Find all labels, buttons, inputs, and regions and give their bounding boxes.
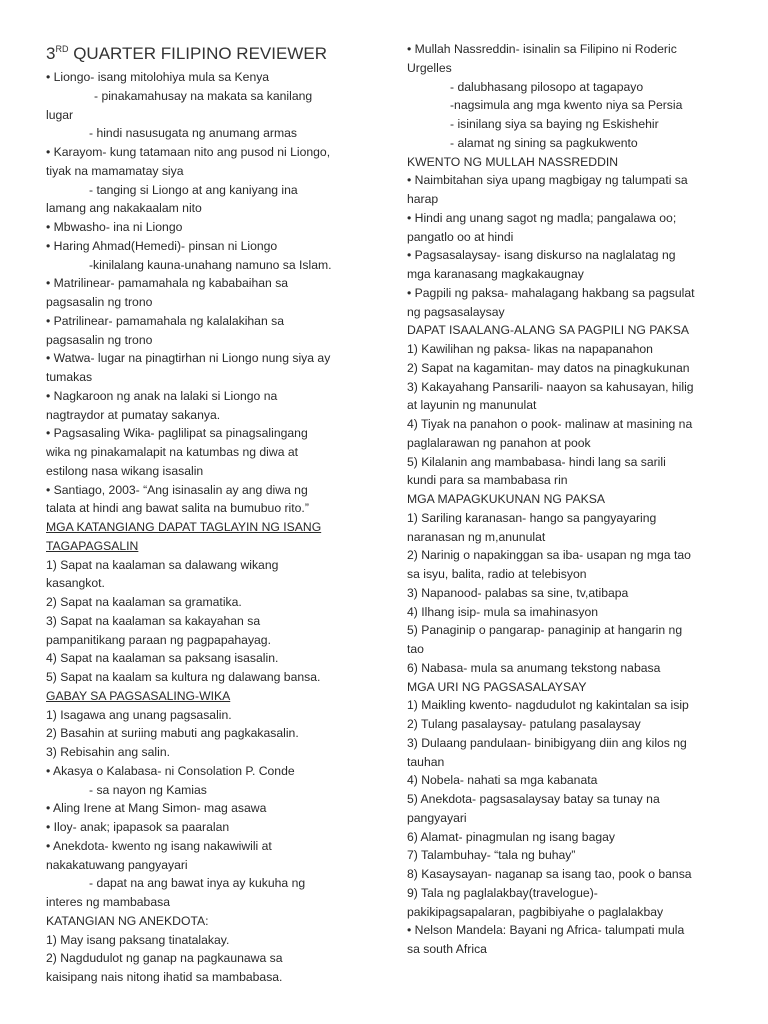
right-text-line: • Naimbitahan siya upang magbigay ng talumpati sa (407, 173, 688, 188)
left-text-line: nagtraydor at pumatay sakanya. (46, 407, 221, 422)
right-text-line: 4) Ilhang isip- mula sa imahinasyon (407, 604, 599, 619)
right-text-lines (407, 40, 725, 959)
right-text-line: 5) Anekdota- pagsasalaysay batay sa tunay na (407, 792, 660, 806)
right-text-line: • Mullah Nassreddin- isinalin sa Filipino ni Roderic (407, 42, 677, 56)
left-text-line: lamang ang nakakaalam nito (46, 201, 202, 216)
right-text-line: 2) Narinig o napakinggan sa iba- usapan ng mga tao (407, 548, 691, 563)
right-text-line: at layunin ng manunulat (407, 398, 537, 413)
left-text-line: • Liongo- isang mitolohiya mula sa Kenya (46, 70, 270, 84)
right-text-line: 3) Kakayahang Pansarili- naayon sa kahusayan, hilig (407, 379, 694, 394)
right-text-line: sa south Africa (407, 942, 487, 956)
left-text-line: • Mbwasho- ina ni Liongo (46, 220, 183, 234)
right-text-line: paglalarawan ng panahon at pook (407, 435, 591, 450)
right-text-line: 4) Tiyak na panahon o pook- malinaw at masining na (407, 417, 693, 431)
left-text-line: TAGAPAGSALIN (46, 538, 139, 553)
right-text-line: 3) Dulaang pandulaan- binibigyang diin ang kilos ng (407, 735, 687, 750)
right-text-line: Urgelles (407, 60, 452, 75)
right-text-line: - alamat ng sining sa pagkukwento (450, 135, 638, 150)
right-text-line: 1) Sariling karanasan- hango sa pangyayaring (407, 510, 657, 525)
left-text-line: • Akasya o Kalabasa- ni Consolation P. Conde (46, 763, 295, 778)
right-text-line: • Nelson Mandela: Bayani ng Africa- talumpati mula (407, 923, 685, 938)
left-text-line: wika ng pinakamalapit na katumbas ng diwa at (46, 445, 299, 459)
left-text-line: 3) Rebisahin ang salin. (46, 745, 170, 759)
left-text-line: -kinilalang kauna-unahang namuno sa Islam. (89, 257, 332, 272)
left-text-line: interes ng mambabasa (46, 895, 170, 909)
right-text-line: 2) Sapat na kagamitan- may datos na pinagkukunan (407, 360, 690, 375)
left-text-lines (46, 68, 366, 987)
left-column (46, 38, 366, 987)
left-text-line: nakakatuwang pangyayari (46, 857, 188, 872)
right-text-line: 7) Talambuhay- “tala ng buhay” (407, 848, 576, 863)
left-text-line: 2) Basahin at suriing mabuti ang pagkakasalin. (46, 726, 299, 741)
right-text-line: naranasan ng m,anunulat (407, 529, 546, 544)
right-text-line: - isinilang siya sa baying ng Eskishehir (450, 117, 659, 131)
left-text-line: MGA KATANGIANG DAPAT TAGLAYIN NG ISANG (46, 520, 322, 534)
left-text-line: 2) Nagdudulot ng ganap na pagkaunawa sa (46, 951, 283, 966)
left-text-line: 3) Sapat na kaalaman sa kakayahan sa (46, 613, 261, 628)
right-text-line: tauhan (407, 754, 445, 769)
left-text-line: 1) Isagawa ang unang pagsasalin. (46, 707, 232, 722)
left-text-line: - dapat na ang bawat inya ay kukuha ng (89, 876, 306, 891)
left-text-line: • Karayom- kung tatamaan nito ang pusod ni Liongo, (46, 145, 331, 159)
right-text-line: pakikipagsapalaran, pagbibiyahe o paglalakbay (407, 904, 664, 919)
right-text-line: • Pagpili ng paksa- mahalagang hakbang sa pagsulat (407, 285, 695, 300)
right-text-line: 1) Kawilihan ng paksa- likas na napapanahon (407, 342, 653, 356)
left-text-line: • Watwa- lugar na pinagtirhan ni Liongo nung siya ay (46, 351, 331, 366)
left-text-line: 1) May isang paksang tinatalakay. (46, 932, 230, 947)
left-text-line: - tanging si Liongo at ang kaniyang ina (89, 182, 298, 197)
title-number: 3 (46, 44, 56, 63)
left-text-line: pagsasalin ng trono (46, 332, 153, 347)
left-text-line: • Iloy- anak; ipapasok sa paaralan (46, 820, 230, 834)
right-text-line: 3) Napanood- palabas sa sine, tv,atibapa (407, 585, 629, 600)
right-column (407, 40, 725, 959)
right-text-line: DAPAT ISAALANG-ALANG SA PAGPILI NG PAKSA (407, 323, 689, 338)
left-text-line: tiyak na mamamatay siya (46, 163, 184, 178)
right-text-line: sa isyu, balita, radio at telebisyon (407, 567, 587, 581)
right-text-line: KWENTO NG MULLAH NASSREDDIN (407, 154, 619, 169)
left-text-line: • Nagkaroon ng anak na lalaki si Liongo na (46, 388, 278, 403)
right-text-line: 9) Tala ng paglalakbay(travelogue)- (407, 885, 598, 900)
left-text-line: kaisipang nais nitong ihatid sa mambabasa. (46, 970, 283, 984)
left-text-line: tumakas (46, 370, 93, 384)
left-text-line: talata at hindi ang bawat salita na bumubuo rito.” (46, 501, 309, 516)
right-text-line: tao (407, 642, 424, 656)
left-text-line: kasangkot. (46, 576, 105, 591)
right-text-line: • Pagsasalaysay- isang diskurso na naglalatag ng (407, 248, 676, 263)
left-text-line: 4) Sapat na kaalaman sa paksang isasalin. (46, 651, 279, 666)
left-text-line: - sa nayon ng Kamias (89, 782, 207, 797)
right-text-line: pangyayari (407, 810, 467, 825)
left-text-line: • Matrilinear- pamamahala ng kababaihan sa (46, 276, 289, 291)
right-text-line: 1) Maikling kwento- nagdudulot ng kakintalan sa isip (407, 698, 689, 713)
right-text-line: MGA MAPAGKUKUNAN NG PAKSA (407, 492, 605, 506)
right-text-line: MGA URI NG PAGSASALAYSAY (407, 679, 587, 694)
left-text-line: - pinakamahusay na makata sa kanilang (94, 88, 313, 103)
right-text-line: -nagsimula ang mga kwento niya sa Persia (450, 98, 683, 113)
page-title (46, 38, 366, 65)
right-text-line: 5) Kilalanin ang mambabasa- hindi lang sa sarili (407, 454, 666, 469)
left-text-line: 2) Sapat na kaalaman sa gramatika. (46, 595, 242, 609)
left-text-line: • Anekdota- kwento ng isang nakawiwili at (46, 838, 272, 853)
title-text: QUARTER FILIPINO REVIEWER (68, 44, 327, 63)
right-text-line: 8) Kasaysayan- naganap sa isang tao, pook o bansa (407, 867, 692, 881)
left-text-line: lugar (46, 107, 74, 122)
left-text-line: • Santiago, 2003- “Ang isinasalin ay ang diwa ng (46, 482, 308, 497)
left-text-line: 5) Sapat na kaalam sa kultura ng dalawang bansa. (46, 670, 321, 684)
left-text-line: pampanitikang paraan ng pagpapahayag. (46, 632, 271, 647)
right-text-line: 5) Panaginip o pangarap- panaginip at hangarin ng (407, 623, 683, 638)
right-text-line: kundi para sa mambabasa rin (407, 473, 568, 488)
right-text-line: pangatlo oo at hindi (407, 229, 514, 244)
left-text-line: • Pagsasaling Wika- paglilipat sa pinagsalingang (46, 426, 308, 441)
right-text-line: 6) Alamat- pinagmulan ng isang bagay (407, 829, 615, 844)
left-text-line: • Aling Irene at Mang Simon- mag asawa (46, 801, 267, 816)
left-text-line: pagsasalin ng trono (46, 295, 153, 309)
left-text-line: • Haring Ahmad(Hemedi)- pinsan ni Liongo (46, 238, 278, 253)
right-text-line: 4) Nobela- nahati sa mga kabanata (407, 773, 598, 788)
title-superscript: RD (55, 44, 69, 54)
left-text-line: • Patrilinear- pamamahala ng kalalakihan sa (46, 313, 284, 328)
right-text-line: ng pagsasalaysay (407, 304, 505, 319)
right-text-line: 6) Nabasa- mula sa anumang tekstong nabasa (407, 660, 661, 675)
left-text-line: - hindi nasusugata ng anumang armas (89, 126, 297, 141)
left-text-line: GABAY SA PAGSASALING-WIKA (46, 688, 231, 703)
left-text-line: estilong nasa wikang isasalin (46, 463, 204, 478)
left-text-line: KATANGIAN NG ANEKDOTA: (46, 913, 209, 928)
right-text-line: 2) Tulang pasalaysay- patulang pasalaysay (407, 717, 641, 731)
right-text-line: mga karanasang magkakaugnay (407, 267, 584, 281)
left-text-line: 1) Sapat na kaalaman sa dalawang wikang (46, 557, 279, 572)
right-text-line: harap (407, 192, 439, 206)
right-text-line: - dalubhasang pilosopo at tagapayo (450, 79, 644, 94)
right-text-line: • Hindi ang unang sagot ng madla; pangalawa oo; (407, 210, 677, 225)
